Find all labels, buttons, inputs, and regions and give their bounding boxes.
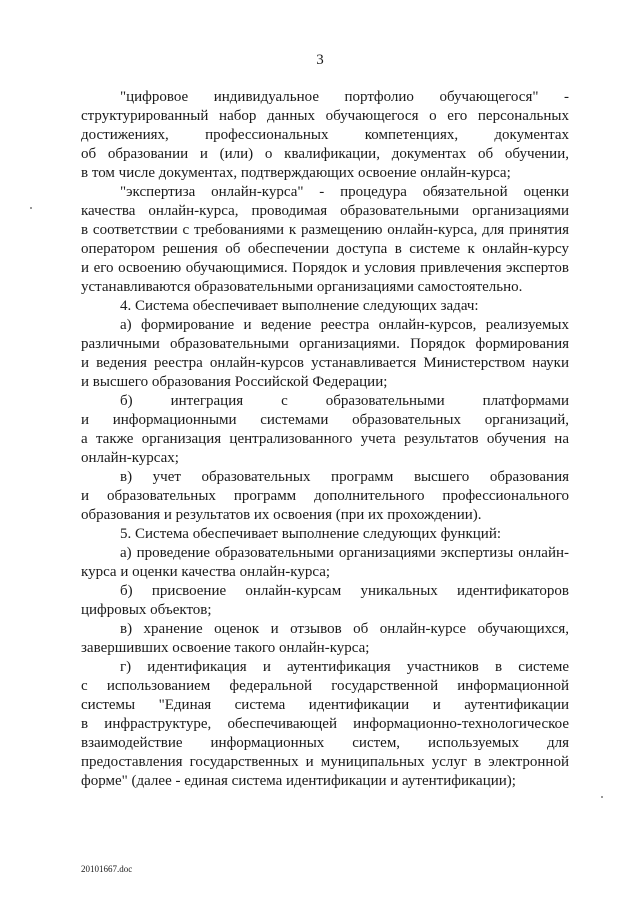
paragraph-line: и информационными системами образовательных организаций,: [81, 412, 569, 428]
paragraph-line: б) интеграция с образовательными платформами: [120, 393, 569, 409]
paragraph-line: и высшего образования Российской Федерации;: [81, 374, 388, 390]
paragraph-line: б) присвоение онлайн-курсам уникальных идентификаторов: [120, 583, 569, 599]
paragraph-line: а) проведение образовательными организациями экспертизы онлайн-: [120, 545, 569, 561]
paragraph: [81, 620, 569, 658]
paragraph-line: с использованием федеральной государственной информационной: [81, 678, 569, 694]
paragraph-line: курса и оценки качества онлайн-курса;: [81, 564, 331, 580]
paragraph: [81, 658, 569, 791]
paragraph-line: и ведения реестра онлайн-курсов устанавливается Министерством науки: [81, 355, 569, 371]
paragraph-line: завершивших освоение такого онлайн-курса;: [81, 640, 370, 656]
paragraph-line: в том числе документах, подтверждающих освоение онлайн-курса;: [81, 165, 511, 181]
paragraph: [81, 297, 569, 316]
paragraph-line: 5. Система обеспечивает выполнение следующих функций:: [120, 526, 502, 542]
paragraph-line: в соответствии с требованиями к размещению онлайн-курса, для принятия: [81, 222, 569, 238]
paragraph: [81, 468, 569, 525]
paragraph: [81, 544, 569, 582]
paragraph: [81, 183, 569, 297]
paragraph-line: форме" (далее - единая система идентификации и аутентификации);: [81, 773, 516, 789]
footer-file-code: 20101667.doc: [81, 864, 133, 874]
paragraph-line: и его освоению обучающимися. Порядок и условия привлечения экспертов: [81, 260, 569, 276]
paragraph-line: качества онлайн-курса, проводимая образовательными организациями: [81, 203, 569, 219]
paragraph: [81, 316, 569, 392]
paragraph-line: и образовательных программ дополнительного профессионального: [81, 488, 569, 504]
paragraph-line: в инфраструктуре, обеспечивающей информационно-технологическое: [81, 716, 569, 732]
page-number: 3: [316, 52, 324, 68]
paragraph-line: онлайн-курсах;: [81, 450, 179, 466]
paragraph-line: в) хранение оценок и отзывов об онлайн-курсе обучающихся,: [120, 621, 569, 637]
paragraph-line: предоставления государственных и муниципальных услуг в электронной: [81, 754, 569, 770]
paragraph-line: различными образовательными организациями. Порядок формирования: [81, 336, 569, 352]
paragraph-line: "экспертиза онлайн-курса" - процедура обязательной оценки: [120, 184, 569, 200]
paragraph-line: структурированный набор данных обучающегося о его персональных: [81, 108, 569, 124]
paragraph: [81, 525, 569, 544]
paragraph: [81, 392, 569, 468]
paragraph-line: системы "Единая система идентификации и аутентификации: [81, 697, 569, 713]
margin-mark-left: [30, 207, 32, 209]
paragraph-line: достижениях, профессиональных компетенциях, документах: [81, 127, 569, 143]
paragraph: [81, 582, 569, 620]
paragraph-line: в) учет образовательных программ высшего образования: [120, 469, 569, 485]
document-body: [81, 88, 569, 791]
paragraph-line: а) формирование и ведение реестра онлайн-курсов, реализуемых: [120, 317, 569, 333]
paragraph-line: устанавливаются образовательными организациями самостоятельно.: [81, 279, 523, 295]
paragraph-line: цифровых объектов;: [81, 602, 212, 618]
paragraph-line: 4. Система обеспечивает выполнение следующих задач:: [120, 298, 479, 314]
paragraph-line: "цифровое индивидуальное портфолио обучающегося" -: [120, 89, 569, 105]
paragraph-line: об образовании и (или) о квалификации, документах об обучении,: [81, 146, 569, 162]
paragraph-line: оператором решения об обеспечении доступа в системе к онлайн-курсу: [81, 241, 569, 257]
paragraph-line: взаимодействие информационных систем, используемых для: [81, 735, 569, 751]
margin-mark-right: [601, 796, 603, 798]
paragraph-line: а также организация централизованного учета результатов обучения на: [81, 431, 569, 447]
paragraph-line: образования и результатов их освоения (при их прохождении).: [81, 507, 482, 523]
paragraph: [81, 88, 569, 183]
paragraph-line: г) идентификация и аутентификация участников в системе: [120, 659, 569, 675]
